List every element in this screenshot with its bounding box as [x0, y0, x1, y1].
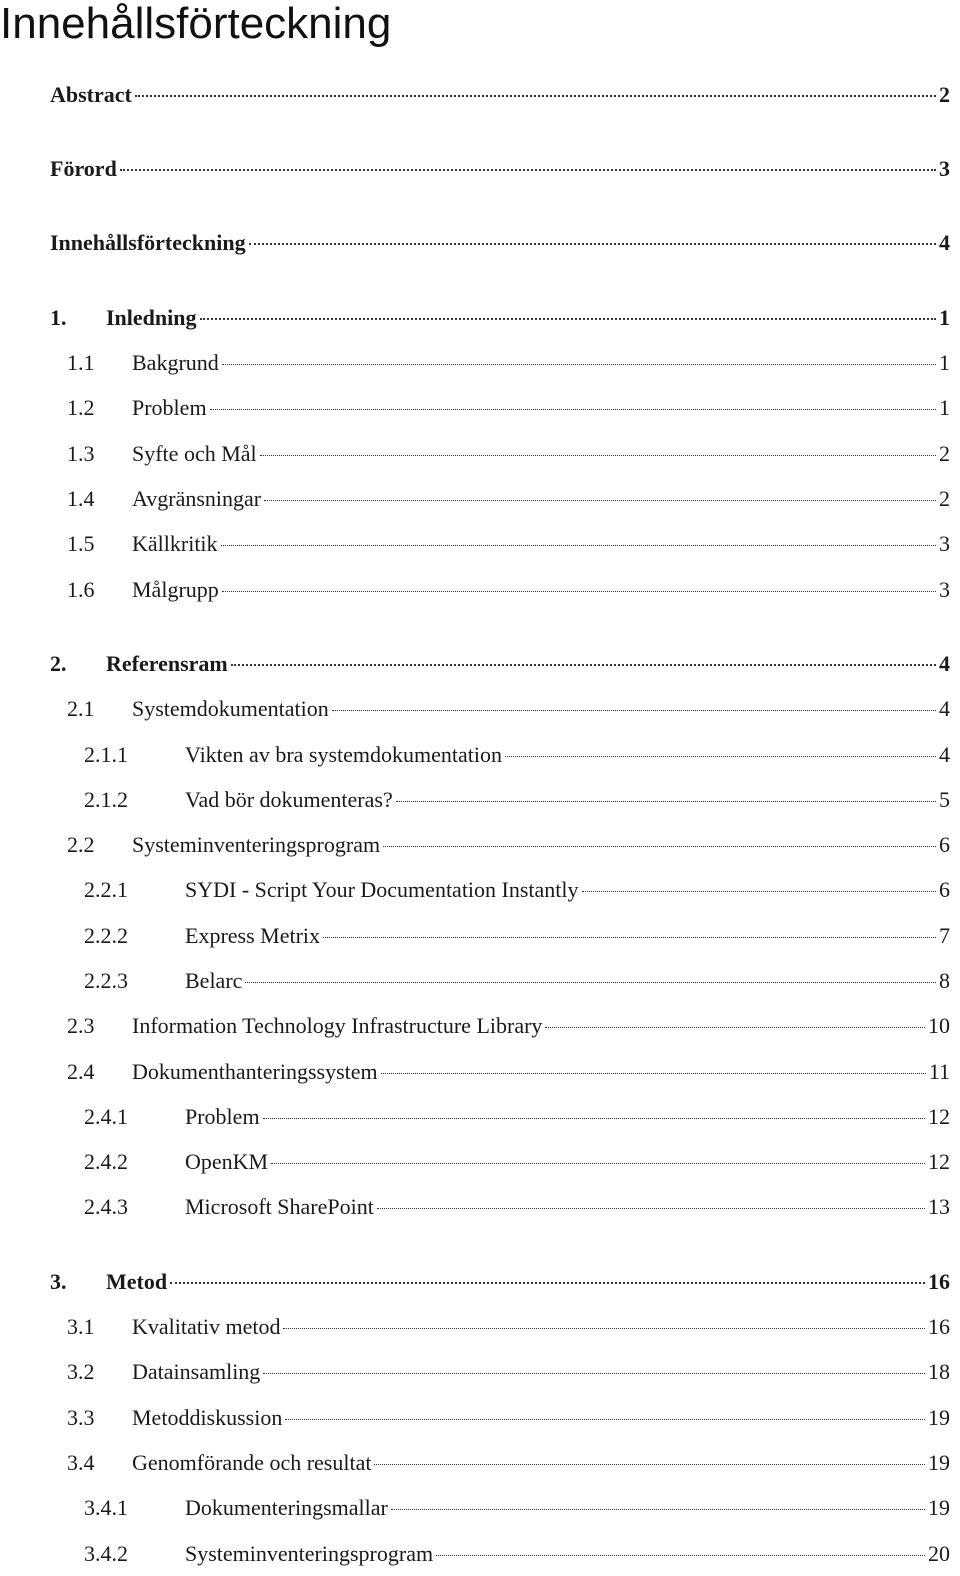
toc-entry-number: 1. [50, 305, 67, 330]
dot-leader [200, 318, 937, 320]
toc-entry-page-number: 4 [939, 230, 950, 255]
toc-entry[interactable] [0, 1401, 950, 1435]
toc-entry-title: Referensram [106, 651, 228, 676]
toc-entry[interactable] [0, 1145, 950, 1179]
toc-entry-page-number: 16 [928, 1314, 950, 1339]
dot-leader [396, 801, 936, 802]
dot-leader [263, 1118, 925, 1119]
toc-entry-page-number: 10 [928, 1013, 950, 1038]
toc-entry-title: Abstract [50, 82, 132, 107]
toc-entry-number: 2.2.2 [84, 923, 128, 948]
toc-entry-title: Inledning [106, 305, 197, 330]
toc-entry-title: Microsoft SharePoint [185, 1194, 374, 1219]
dot-leader [381, 1073, 926, 1074]
toc-entry-page-number: 7 [939, 923, 950, 948]
toc-entry-page-number: 2 [939, 82, 950, 107]
toc-entry-title: Express Metrix [185, 923, 321, 948]
toc-entry-page-number: 18 [928, 1359, 950, 1384]
dot-leader [210, 409, 936, 410]
toc-entry-title: Metod [106, 1269, 168, 1294]
toc-entry-number: 3.4.1 [84, 1495, 128, 1520]
toc-entry-title: Syfte och Mål [132, 441, 257, 466]
toc-entry[interactable] [0, 1355, 950, 1389]
toc-entry-number: 2.4 [67, 1059, 95, 1084]
toc-entry[interactable] [0, 1537, 950, 1571]
toc-entry[interactable] [0, 738, 950, 772]
toc-entry-page-number: 2 [939, 486, 950, 511]
toc-entry[interactable] [0, 1491, 950, 1525]
toc-entry-title: Avgränsningar [132, 486, 262, 511]
toc-entry-title: Information Technology Infrastructure Library [132, 1013, 543, 1038]
toc-entry-page-number: 6 [939, 832, 950, 857]
toc-entry-title: Belarc [185, 968, 243, 993]
toc-entry-title: Metoddiskussion [132, 1405, 283, 1430]
dot-leader [285, 1419, 925, 1420]
toc-entry-title: Genomförande och resultat [132, 1450, 372, 1475]
toc-entry[interactable] [0, 301, 950, 335]
dot-leader [545, 1027, 925, 1028]
toc-entry-page-number: 19 [928, 1495, 950, 1520]
dot-leader [323, 937, 936, 938]
dot-leader [264, 500, 936, 501]
toc-entry-number: 3.4 [67, 1450, 95, 1475]
toc-entry[interactable] [0, 573, 950, 607]
dot-leader [135, 95, 936, 97]
toc-entry[interactable] [0, 527, 950, 561]
toc-entry-page-number: 2 [939, 441, 950, 466]
toc-entry-title: Vikten av bra systemdokumentation [185, 742, 503, 767]
toc-entry[interactable] [0, 783, 950, 817]
toc-entry-number: 1.3 [67, 441, 95, 466]
toc-entry-page-number: 16 [928, 1269, 950, 1294]
toc-entry-page-number: 12 [928, 1104, 950, 1129]
toc-entry-number: 2. [50, 651, 67, 676]
toc-entry[interactable] [0, 78, 950, 112]
dot-leader [271, 1163, 925, 1164]
dot-leader [231, 664, 936, 666]
toc-entry[interactable] [0, 964, 950, 998]
toc-entry-title: Problem [132, 395, 207, 420]
toc-entry-page-number: 3 [939, 531, 950, 556]
toc-entry-page-number: 4 [939, 696, 950, 721]
toc-entry[interactable] [0, 1310, 950, 1344]
toc-entry[interactable] [0, 226, 950, 260]
toc-entry-page-number: 11 [928, 1059, 950, 1084]
toc-entry-number: 3. [50, 1269, 67, 1294]
toc-entry-title: Dokumenthanteringssystem [132, 1059, 378, 1084]
dot-leader [377, 1208, 925, 1209]
dot-leader [222, 364, 936, 365]
page-title: Innehållsförteckning [0, 0, 392, 48]
toc-entry-number: 1.6 [67, 577, 95, 602]
dot-leader [283, 1328, 925, 1329]
dot-leader [383, 846, 936, 847]
dot-leader [245, 982, 936, 983]
toc-entry[interactable] [0, 647, 950, 681]
dot-leader [505, 756, 936, 757]
toc-entry-page-number: 3 [939, 156, 950, 181]
toc-entry[interactable] [0, 391, 950, 425]
toc-entry-number: 3.1 [67, 1314, 95, 1339]
toc-entry-number: 2.2.3 [84, 968, 128, 993]
toc-entry[interactable] [0, 873, 950, 907]
toc-entry-title: SYDI - Script Your Documentation Instantly [185, 877, 579, 902]
toc-entry[interactable] [0, 152, 950, 186]
toc-entry[interactable] [0, 1009, 950, 1043]
dot-leader [260, 455, 936, 456]
dot-leader [436, 1555, 925, 1556]
toc-entry-title: Målgrupp [132, 577, 219, 602]
toc-entry-title: Datainsamling [132, 1359, 261, 1384]
toc-entry-title: Problem [185, 1104, 260, 1129]
dot-leader [120, 169, 936, 171]
dot-leader [391, 1509, 925, 1510]
toc-entry-number: 2.3 [67, 1013, 95, 1038]
toc-entry[interactable] [0, 1100, 950, 1134]
toc-entry[interactable] [0, 828, 950, 862]
toc-entry-title: OpenKM [185, 1149, 269, 1174]
toc-entry-title: Systemdokumentation [132, 696, 329, 721]
toc-entry-page-number: 1 [939, 395, 950, 420]
toc-entry-number: 2.1.1 [84, 742, 128, 767]
toc-entry-number: 2.4.2 [84, 1149, 128, 1174]
dot-leader [263, 1373, 925, 1374]
toc-entry-page-number: 1 [939, 350, 950, 375]
toc-entry-number: 1.4 [67, 486, 95, 511]
toc-entry[interactable] [0, 1446, 950, 1480]
toc-entry-number: 1.5 [67, 531, 95, 556]
toc-entry-page-number: 12 [928, 1149, 950, 1174]
dot-leader [332, 710, 936, 711]
dot-leader [222, 591, 936, 592]
toc-entry-number: 2.1 [67, 696, 95, 721]
toc-entry-page-number: 13 [928, 1194, 950, 1219]
toc-entry-title: Vad bör dokumenteras? [185, 787, 393, 812]
toc-entry-page-number: 20 [928, 1541, 950, 1566]
dot-leader [221, 545, 936, 546]
dot-leader [582, 891, 936, 892]
toc-entry-page-number: 3 [939, 577, 950, 602]
toc-entry-page-number: 8 [939, 968, 950, 993]
toc-entry-page-number: 4 [939, 651, 950, 676]
toc-entry-number: 2.2.1 [84, 877, 128, 902]
toc-entry[interactable] [0, 346, 950, 380]
dot-leader [170, 1282, 925, 1284]
toc-entry-number: 3.2 [67, 1359, 95, 1384]
toc-entry-number: 3.4.2 [84, 1541, 128, 1566]
toc-entry-title: Systeminventeringsprogram [132, 832, 381, 857]
dot-leader [249, 243, 936, 245]
toc-entry-page-number: 5 [939, 787, 950, 812]
toc-entry-page-number: 1 [939, 305, 950, 330]
toc-entry[interactable] [0, 482, 950, 516]
toc-entry-number: 2.4.3 [84, 1194, 128, 1219]
toc-entry-number: 2.1.2 [84, 787, 128, 812]
toc-entry-title: Kvalitativ metod [132, 1314, 281, 1339]
toc-entry-number: 2.4.1 [84, 1104, 128, 1129]
toc-entry-number: 2.2 [67, 832, 95, 857]
toc-entry-number: 1.1 [67, 350, 95, 375]
toc-entry[interactable] [0, 1265, 950, 1299]
toc-entry-title: Dokumenteringsmallar [185, 1495, 388, 1520]
toc-entry-page-number: 19 [928, 1405, 950, 1430]
toc-entry-title: Systeminventeringsprogram [185, 1541, 434, 1566]
toc-entry-title: Förord [50, 156, 117, 181]
toc-entry-title: Bakgrund [132, 350, 219, 375]
toc-entry[interactable] [0, 692, 950, 726]
toc-entry-title: Källkritik [132, 531, 218, 556]
toc-entry-number: 3.3 [67, 1405, 95, 1430]
toc-entry[interactable] [0, 1055, 950, 1089]
dot-leader [374, 1464, 925, 1465]
toc-entry-page-number: 19 [928, 1450, 950, 1475]
toc-entry-number: 1.2 [67, 395, 95, 420]
toc-entry-page-number: 4 [939, 742, 950, 767]
toc-entry[interactable] [0, 1190, 950, 1224]
toc-entry[interactable] [0, 437, 950, 471]
toc-entry[interactable] [0, 919, 950, 953]
toc-entry-title: Innehållsförteckning [50, 230, 246, 255]
toc-entry-page-number: 6 [939, 877, 950, 902]
